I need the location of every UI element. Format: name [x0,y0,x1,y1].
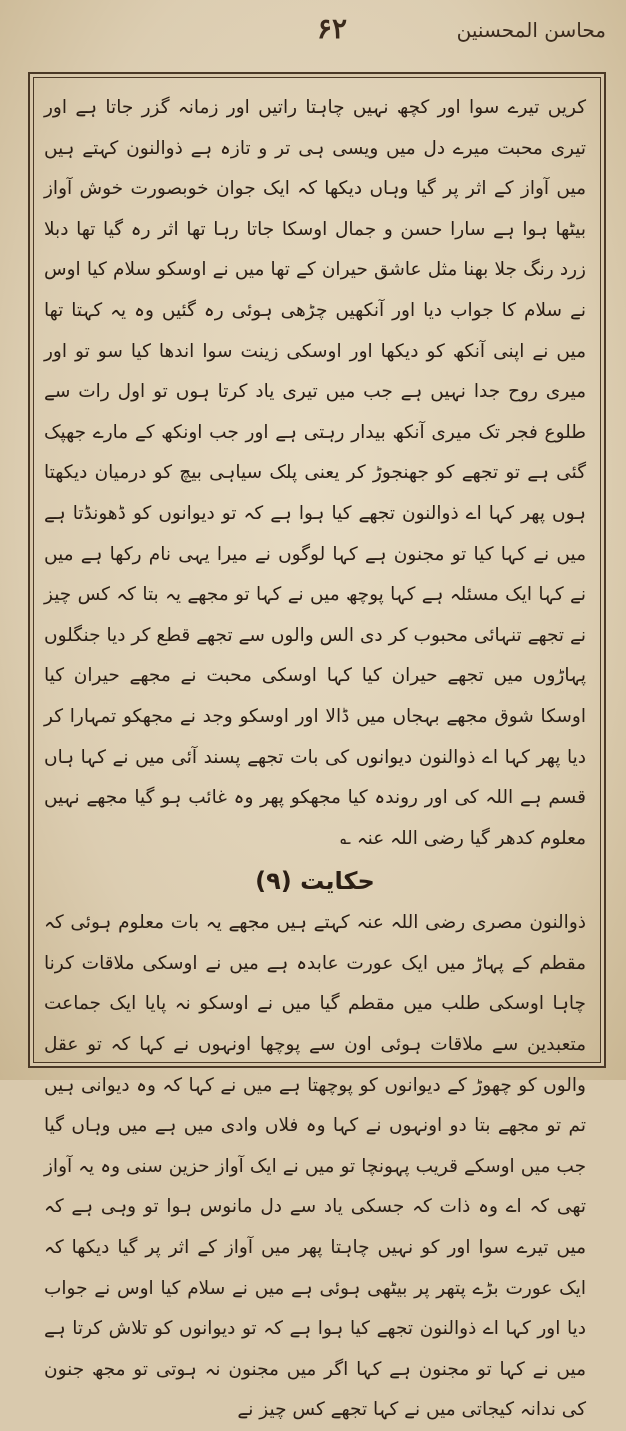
page-header [20,12,606,58]
text-block [44,88,586,1431]
page-number: ۶۲ [316,12,348,45]
paragraph-1: کریں تیرے سوا اور کچھ نہیں چاہتا راتیں اور زمانہ گزر جاتا ہے اور تیری محبت میرے دل میں ویسی ہی تر و تازہ ہے ذوالنون کہتے ہیں میں آواز کے اثر پر گیا وہاں دیکھا کہ ایک جوان خوبصورت خوش آواز بیٹھا ہوا ہے سارا حسن و جمال اوسکا جاتا رہا تھا اثر رہ گیا تھا دبلا زرد رنگ جلا بھنا مثل عاشق حیران کے تھا میں نے اوسکو سلام کیا اوس نے سلام کا جواب دیا اور آنکھیں چڑھی ہوئی رہ گئیں وہ یہ کہتا تھا میں نے اپنی آنکھ کو دیکھا اور اوسکی زینت سوا اندھا کیا سو تو اور میری روح جدا نہیں ہے جب میں تیری یاد کرتا ہوں تو اول رات سے طلوع فجر تک میری آنکھ بیدار رہتی ہے اور جب اونکھ کے مارے جھپک گئی ہے تو تجھے کو جھنجوڑ کر یعنی پلک سیاہی بیچ کو درمیان دیکھتا ہوں پھر کہا اے ذوالنون تجھے کیا ہوا ہے کہ تو دیوانوں کو ڈھونڈتا ہے میں نے کہا کیا تو مجنون ہے کہا لوگوں نے میرا یہی نام رکھا ہے میں نے کہا ایک مسئلہ ہے کہا پوچھ میں نے کہا تو مجھے یہ بتا کہ کس چیز نے تجھے تنہائی محبوب کر دی الس والوں سے تجھے قطع کر دیا جنگلوں پہاڑوں میں تجھے حیران کیا کہا اوسکی محبت نے مجھے حیران کیا اوسکا شوق مجھے بہجاں میں ڈالا اور اوسکو وجد نے مجھکو تمہارا کر دیا پھر کہا اے ذوالنون دیوانوں کی بات تجھے پسند آئی میں نے کہا ہاں قسم ہے اللہ کی اور روندہ کیا مجھکو پھر وہ غائب ہو گیا مجھے نہیں معلوم کدھر گیا رضی اللہ عنہ ؎ [44,97,586,849]
running-title: محاسن المحسنین [456,18,606,42]
paragraph-2: ذوالنون مصری رضی اللہ عنہ کہتے ہیں مجھے یہ بات معلوم ہوئی کہ مقطم کے پہاڑ میں ایک عورت عابدہ ہے میں نے اوسکی ملاقات کرنا چاہا اوسکی طلب میں مقطم گیا میں نے اوسکو نہ پایا ایک جماعت متعبدین سے ملاقات ہوئی اون سے پوچھا اونہوں نے کہا کہ تو عقل والوں کو چھوڑ کے دیوانوں کو پوچھتا ہے میں نے کہا کہ وہ دیوانی ہیں تم تو مجھے بتا دو اونہوں نے کہا وہ فلاں وادی میں ہے میں وہاں گیا جب میں اوسکے قریب پہونچا تو میں نے ایک آواز حزین سنی وہ یہ آواز تھی کہ اے وہ ذات کہ جسکی یاد سے دل مانوس ہوا تو وہی ہے کہ میں تیرے سوا اور کو نہیں چاہتا پھر میں آواز کے اثر پر گیا دیکھا کہ ایک عورت بڑے پتھر پر بیٹھی ہوئی ہے میں نے سلام کیا اوس نے جواب دیا اور کہا اے ذوالنون تجھے کیا ہوا ہے کہ تو دیوانوں کو تلاش کرتا ہے میں نے کہا تو مجنون ہے کہا اگر میں مجنون نہ ہوتی تو مجھ جنون کی ندانہ کیجاتی میں نے کہا تجھے کس چیز نے [44,912,586,1421]
section-heading: حکایت (۹) [255,867,375,896]
